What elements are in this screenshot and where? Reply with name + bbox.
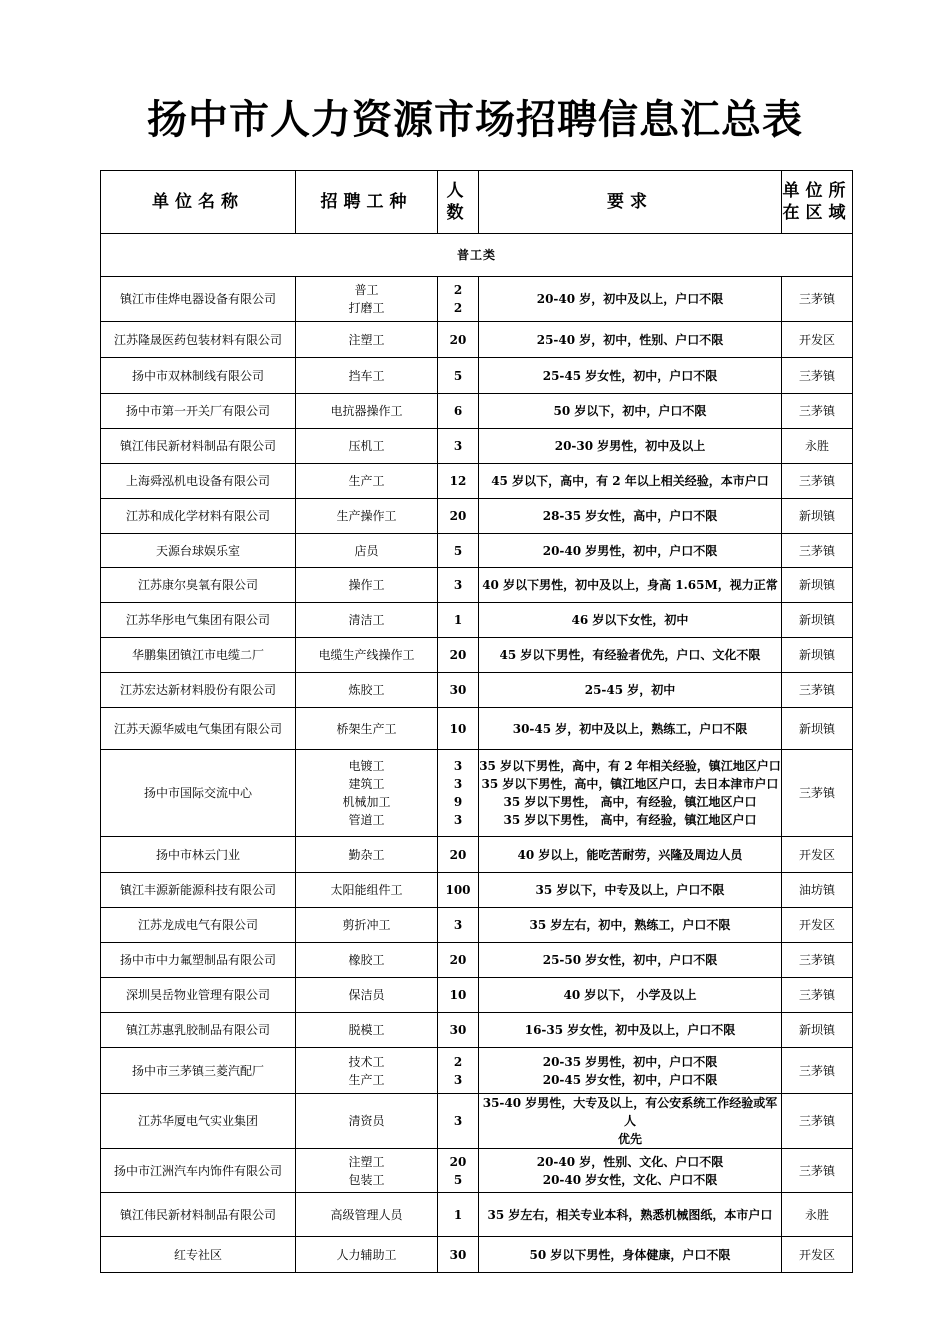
requirement-cell [479, 499, 782, 534]
count-cell [438, 750, 479, 837]
requirement-cell-line: 优先 [617, 1132, 642, 1146]
company-cell: 镇江市佳烨电器设备有限公司 [101, 277, 296, 322]
job-cell-line: 建筑工 [348, 777, 385, 791]
job-cell [296, 499, 438, 534]
requirement-cell-line: 20-45 岁女性，初中，户口不限 [542, 1072, 718, 1087]
table-row [101, 568, 853, 603]
header-area-line: 在区域 [782, 203, 852, 223]
requirement-cell-line: 25-40 岁，初中，性别、户口不限 [536, 332, 724, 347]
area-cell: 新坝镇 [782, 708, 853, 750]
job-cell-line: 保洁员 [348, 988, 385, 1002]
count-cell-line: 5 [453, 368, 463, 383]
requirement-cell-line: 35 岁以下男性，高中，有 2 年相关经验，镇江地区户口 [479, 759, 781, 773]
table-row [101, 750, 853, 837]
job-cell-line: 包装工 [348, 1172, 385, 1187]
header-requirement: 要求 [479, 171, 782, 234]
requirement-cell-line: 20-35 岁男性，初中，户口不限 [542, 1054, 718, 1069]
count-cell-line: 5 [453, 543, 463, 558]
header-count-line: 人 [446, 181, 470, 201]
area-cell: 三茅镇 [782, 1149, 853, 1193]
header-row [101, 171, 853, 234]
company-cell: 红专社区 [101, 1237, 296, 1273]
table-row [101, 322, 853, 358]
count-cell-line: 6 [453, 404, 463, 418]
table-row [101, 1094, 853, 1149]
company-cell: 扬中市中力氟塑制品有限公司 [101, 943, 296, 978]
job-cell-line: 注塑工 [348, 1154, 385, 1169]
requirement-cell [479, 534, 782, 568]
area-cell: 新坝镇 [782, 568, 853, 603]
area-cell: 永胜 [782, 429, 853, 464]
count-cell [438, 277, 479, 322]
requirement-cell [479, 429, 782, 464]
table-row [101, 394, 853, 429]
job-cell-line: 管道工 [348, 813, 385, 827]
count-cell [438, 429, 479, 464]
company-cell: 江苏华厦电气实业集团 [101, 1094, 296, 1149]
area-cell: 开发区 [782, 837, 853, 873]
area-cell: 油坊镇 [782, 873, 853, 908]
table-row [101, 1013, 853, 1048]
job-cell [296, 943, 438, 978]
count-cell-line: 12 [449, 474, 467, 488]
count-cell [438, 1149, 479, 1193]
count-cell-line: 9 [453, 795, 463, 809]
job-cell [296, 603, 438, 638]
job-cell-line: 炼胶工 [348, 683, 385, 697]
count-cell [438, 568, 479, 603]
job-cell-line: 生产操作工 [336, 509, 397, 523]
requirement-cell [479, 708, 782, 750]
requirement-cell [479, 978, 782, 1013]
company-cell: 江苏天源华威电气集团有限公司 [101, 708, 296, 750]
count-cell-line: 2 [453, 301, 463, 315]
count-cell [438, 358, 479, 394]
requirement-cell [479, 943, 782, 978]
area-cell: 新坝镇 [782, 638, 853, 673]
table-row [101, 708, 853, 750]
area-cell: 三茅镇 [782, 1094, 853, 1149]
count-cell [438, 1048, 479, 1094]
area-cell: 三茅镇 [782, 358, 853, 394]
company-cell: 扬中市国际交流中心 [101, 750, 296, 837]
company-cell: 天源台球娱乐室 [101, 534, 296, 568]
requirement-cell-line: 35-40 岁男性，大专及以上，有公安系统工作经验或军人 [482, 1096, 778, 1128]
count-cell-line: 20 [449, 1154, 467, 1169]
header-count [438, 171, 479, 234]
count-cell [438, 638, 479, 673]
count-cell-line: 30 [449, 1023, 467, 1037]
job-cell [296, 464, 438, 499]
requirement-cell-line: 35 岁以下男性，高中，镇江地区户口，去日本津市户口 [481, 777, 779, 791]
job-cell [296, 837, 438, 873]
area-cell: 开发区 [782, 322, 853, 358]
requirement-cell-line: 50 岁以下，初中，户口不限 [553, 404, 707, 418]
table-row [101, 943, 853, 978]
requirement-cell [479, 322, 782, 358]
count-cell-line: 20 [449, 648, 467, 662]
header-job: 招聘工种 [296, 171, 438, 234]
area-cell: 三茅镇 [782, 673, 853, 708]
table-row [101, 1048, 853, 1094]
company-cell: 镇江苏惠乳胶制品有限公司 [101, 1013, 296, 1048]
count-cell [438, 464, 479, 499]
job-cell-line: 生产工 [348, 1072, 385, 1087]
job-cell [296, 322, 438, 358]
job-cell [296, 277, 438, 322]
count-cell [438, 534, 479, 568]
requirement-cell [479, 908, 782, 943]
requirement-cell [479, 750, 782, 837]
job-cell-line: 高级管理人员 [330, 1207, 403, 1222]
table-row [101, 464, 853, 499]
job-cell [296, 1193, 438, 1237]
count-cell-line: 30 [449, 1247, 467, 1262]
job-cell [296, 568, 438, 603]
page-title: 扬中市人力资源市场招聘信息汇总表 [147, 97, 803, 143]
area-cell: 新坝镇 [782, 1013, 853, 1048]
count-cell [438, 1193, 479, 1237]
job-cell-line: 剪折冲工 [342, 918, 391, 932]
requirement-cell [479, 1193, 782, 1237]
job-cell [296, 978, 438, 1013]
requirement-cell-line: 28-35 岁女性，高中，户口不限 [542, 509, 718, 523]
requirement-cell-line: 45 岁以下男性，有经验者优先，户口、文化不限 [499, 648, 761, 662]
category-label: 普工类 [101, 234, 853, 277]
job-cell-line: 普工 [354, 283, 379, 297]
job-cell [296, 908, 438, 943]
company-cell: 扬中市江洲汽车内饰件有限公司 [101, 1149, 296, 1193]
count-cell [438, 873, 479, 908]
header-area [782, 171, 853, 234]
requirement-cell-line: 40 岁以上，能吃苦耐劳，兴隆及周边人员 [517, 847, 743, 862]
area-cell: 三茅镇 [782, 534, 853, 568]
recruitment-table [100, 170, 853, 1273]
count-cell [438, 603, 479, 638]
job-cell-line: 挡车工 [348, 368, 385, 383]
requirement-cell-line: 20-40 岁，性别、文化、户口不限 [536, 1154, 724, 1169]
requirement-cell-line: 16-35 岁女性，初中及以上，户口不限 [524, 1023, 736, 1037]
requirement-cell-line: 20-40 岁女性，文化、户口不限 [542, 1172, 718, 1187]
job-cell-line: 电缆生产线操作工 [318, 648, 415, 662]
requirement-cell-line: 46 岁以下女性，初中 [571, 613, 689, 627]
requirement-cell [479, 837, 782, 873]
company-cell: 上海舜泓机电设备有限公司 [101, 464, 296, 499]
count-cell-line: 2 [453, 1054, 463, 1069]
area-cell: 新坝镇 [782, 603, 853, 638]
count-cell-line: 10 [449, 988, 467, 1002]
company-cell: 江苏华彤电气集团有限公司 [101, 603, 296, 638]
count-cell-line: 10 [449, 721, 467, 736]
area-cell: 三茅镇 [782, 943, 853, 978]
job-cell [296, 358, 438, 394]
count-cell-line: 3 [453, 918, 463, 932]
job-cell-line: 桥架生产工 [336, 721, 397, 736]
area-cell: 三茅镇 [782, 1048, 853, 1094]
requirement-cell-line: 20-40 岁，初中及以上，户口不限 [536, 292, 724, 306]
count-cell [438, 978, 479, 1013]
company-cell: 华鹏集团镇江市电缆二厂 [101, 638, 296, 673]
job-cell-line: 技术工 [348, 1054, 385, 1069]
requirement-cell [479, 277, 782, 322]
job-cell-line: 注塑工 [348, 332, 385, 347]
requirement-cell-line: 30-45 岁，初中及以上，熟练工，户口不限 [512, 721, 748, 736]
requirement-cell-line: 40 岁以下男性，初中及以上，身高 1.65M，视力正常 [482, 578, 778, 592]
count-cell [438, 322, 479, 358]
count-cell [438, 499, 479, 534]
requirement-cell [479, 1013, 782, 1048]
area-cell: 三茅镇 [782, 277, 853, 322]
job-cell [296, 1094, 438, 1149]
area-cell: 永胜 [782, 1193, 853, 1237]
requirement-cell [479, 464, 782, 499]
job-cell-line: 压机工 [348, 439, 385, 453]
company-cell: 江苏龙成电气有限公司 [101, 908, 296, 943]
count-cell-line: 20 [449, 953, 467, 967]
count-cell [438, 1094, 479, 1149]
count-cell-line: 5 [453, 1172, 463, 1187]
table-row [101, 1237, 853, 1273]
area-cell: 三茅镇 [782, 978, 853, 1013]
count-cell-line: 20 [449, 509, 467, 523]
company-cell: 扬中市林云门业 [101, 837, 296, 873]
job-cell-line: 人力辅助工 [336, 1247, 397, 1262]
requirement-cell [479, 673, 782, 708]
requirement-cell [479, 568, 782, 603]
count-cell [438, 708, 479, 750]
requirement-cell-line: 25-45 岁女性，初中，户口不限 [542, 368, 718, 383]
job-cell-line: 勤杂工 [348, 847, 385, 862]
job-cell-line: 操作工 [348, 578, 385, 592]
company-cell: 江苏隆晟医药包装材料有限公司 [101, 322, 296, 358]
job-cell [296, 1149, 438, 1193]
job-cell [296, 1237, 438, 1273]
area-cell: 三茅镇 [782, 464, 853, 499]
requirement-cell [479, 358, 782, 394]
requirement-cell [479, 1237, 782, 1273]
count-cell-line: 30 [449, 683, 467, 697]
job-cell [296, 1013, 438, 1048]
company-cell: 深圳昊岳物业管理有限公司 [101, 978, 296, 1013]
job-cell-line: 电镀工 [348, 759, 385, 773]
header-count-line: 数 [446, 203, 470, 223]
count-cell-line: 2 [453, 283, 463, 297]
company-cell: 镇江伟民新材料制品有限公司 [101, 429, 296, 464]
job-cell [296, 638, 438, 673]
area-cell: 三茅镇 [782, 394, 853, 429]
table-row [101, 908, 853, 943]
requirement-cell-line: 45 岁以下，高中，有 2 年以上相关经验，本市户口 [491, 474, 769, 488]
job-cell-line: 店员 [354, 543, 379, 558]
job-cell-line: 清资员 [348, 1114, 385, 1128]
header-area-line: 单位所 [782, 181, 852, 201]
requirement-cell-line: 25-45 岁，初中 [584, 683, 676, 697]
job-cell [296, 1048, 438, 1094]
table-row [101, 673, 853, 708]
count-cell-line: 3 [453, 439, 463, 453]
company-cell: 江苏康尔臭氧有限公司 [101, 568, 296, 603]
company-cell: 江苏和成化学材料有限公司 [101, 499, 296, 534]
company-cell: 扬中市第一开关厂有限公司 [101, 394, 296, 429]
table-row [101, 499, 853, 534]
count-cell [438, 394, 479, 429]
table-row [101, 1193, 853, 1237]
company-cell: 扬中市三茅镇三菱汽配厂 [101, 1048, 296, 1094]
job-cell [296, 534, 438, 568]
job-cell-line: 清洁工 [348, 613, 385, 627]
requirement-cell [479, 1094, 782, 1149]
count-cell [438, 837, 479, 873]
table-row [101, 429, 853, 464]
requirement-cell-line: 40 岁以下， 小学及以上 [563, 988, 697, 1002]
area-cell: 新坝镇 [782, 499, 853, 534]
count-cell-line: 3 [453, 1114, 463, 1128]
requirement-cell [479, 1048, 782, 1094]
table-row [101, 978, 853, 1013]
count-cell [438, 908, 479, 943]
requirement-cell-line: 20-40 岁男性，初中，户口不限 [542, 543, 718, 558]
requirement-cell [479, 873, 782, 908]
requirement-cell-line: 25-50 岁女性，初中，户口不限 [542, 953, 718, 967]
count-cell-line: 100 [445, 883, 471, 897]
count-cell [438, 1013, 479, 1048]
table-row [101, 1149, 853, 1193]
area-cell: 三茅镇 [782, 750, 853, 837]
category-row [101, 234, 853, 277]
job-cell [296, 873, 438, 908]
count-cell-line: 3 [453, 1072, 463, 1087]
job-cell-line: 机械加工 [342, 795, 391, 809]
requirement-cell-line: 20-30 岁男性，初中及以上 [554, 439, 706, 453]
job-cell-line: 电抗器操作工 [330, 404, 403, 418]
company-cell: 镇江丰源新能源科技有限公司 [101, 873, 296, 908]
job-cell-line: 打磨工 [348, 301, 385, 315]
count-cell-line: 3 [453, 759, 463, 773]
count-cell-line: 1 [453, 1207, 463, 1222]
count-cell-line: 20 [449, 332, 467, 347]
count-cell-line: 1 [453, 613, 463, 627]
job-cell-line: 橡胶工 [348, 953, 385, 967]
job-cell [296, 673, 438, 708]
table-row [101, 358, 853, 394]
table-row [101, 534, 853, 568]
requirement-cell-line: 35 岁以下男性， 高中，有经验，镇江地区户口 [503, 813, 757, 827]
count-cell-line: 20 [449, 847, 467, 862]
count-cell-line: 3 [453, 813, 463, 827]
table-row [101, 873, 853, 908]
company-cell: 扬中市双林制线有限公司 [101, 358, 296, 394]
requirement-cell-line: 35 岁以下，中专及以上，户口不限 [535, 883, 725, 897]
requirement-cell-line: 50 岁以下男性，身体健康，户口不限 [529, 1247, 731, 1262]
job-cell-line: 生产工 [348, 474, 385, 488]
company-cell: 江苏宏达新材料股份有限公司 [101, 673, 296, 708]
job-cell-line: 脱模工 [348, 1023, 385, 1037]
count-cell [438, 943, 479, 978]
requirement-cell-line: 35 岁左右，相关专业本科，熟悉机械图纸，本市户口 [487, 1207, 773, 1222]
area-cell: 开发区 [782, 1237, 853, 1273]
table-row [101, 603, 853, 638]
job-cell [296, 429, 438, 464]
header-company: 单位名称 [101, 171, 296, 234]
requirement-cell-line: 35 岁以下男性， 高中，有经验，镇江地区户口 [503, 795, 757, 809]
requirement-cell [479, 603, 782, 638]
count-cell [438, 1237, 479, 1273]
company-cell: 镇江伟民新材料制品有限公司 [101, 1193, 296, 1237]
area-cell: 开发区 [782, 908, 853, 943]
requirement-cell [479, 1149, 782, 1193]
job-cell [296, 750, 438, 837]
requirement-cell [479, 394, 782, 429]
job-cell [296, 708, 438, 750]
table-row [101, 277, 853, 322]
count-cell [438, 673, 479, 708]
requirement-cell-line: 35 岁左右，初中，熟练工，户口不限 [529, 918, 731, 932]
job-cell [296, 394, 438, 429]
count-cell-line: 3 [453, 578, 463, 592]
job-cell-line: 太阳能组件工 [330, 883, 403, 897]
table-row [101, 638, 853, 673]
count-cell-line: 3 [453, 777, 463, 791]
table-row [101, 837, 853, 873]
requirement-cell [479, 638, 782, 673]
